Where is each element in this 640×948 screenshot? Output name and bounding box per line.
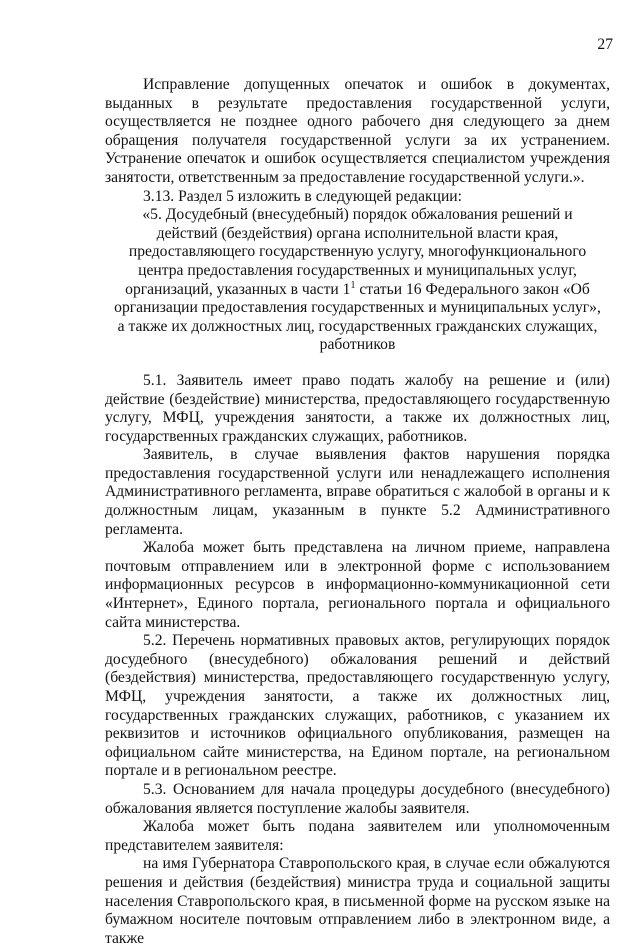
paragraph-5-2: 5.2. Перечень нормативных правовых актов, регулирующих порядок досудебного (внесудебного) обжалования решений и действий (бездействия) министерства, предоставляющего государственную услугу, МФЦ, учреждения занятости, а также их должностных лиц, государственных гражданских служащих, работников, с указанием их реквизитов и источников официального опубликования, размещен на официальном сайте министерства, на Едином портале, на региональном портале и в региональном реестре.: [105, 632, 610, 780]
paragraph-5-1: 5.1. Заявитель имеет право подать жалобу на решение и (или) действие (бездействие) министерства, предоставляющего государственную услугу, МФЦ, учреждения занятости, а также их должностных лиц, государственных гражданских служащих, работников.: [105, 371, 610, 445]
paragraph-applicant-rights: Заявитель, в случае выявления фактов нарушения порядка предоставления государственной услуги или ненадлежащего исполнения Административного регламента, вправе обратиться с жалобой в органы и к должностным лицам, указанным в пункте 5.2 Административного регламента.: [105, 446, 610, 538]
paragraph-typo-correction: Исправление допущенных опечаток и ошибок в документах, выданных в результате предоставления государственной услуги, осуществляется не позднее одного рабочего дня следующего за днем обращения получателя государственной услуги за их устранением. Устранение опечаток и ошибок осуществляется специалистом учреждения занятости, ответственным за предоставление государственной услуги.».: [105, 76, 610, 186]
paragraph-complaint-filing: Жалоба может быть подана заявителем или уполномоченным представителем заявителя:: [105, 818, 610, 854]
paragraph-complaint-forms: Жалоба может быть представлена на личном приеме, направлена почтовым отправлением или в электронной форме с использованием информационных ресурсов в информационно-коммуникационной сети «Интернет», Единого портала, регионального портала и официального сайта министерства.: [105, 539, 610, 631]
section-5-heading: [105, 206, 610, 355]
document-body: [105, 76, 610, 948]
paragraph-governor-address: на имя Губернатора Ставропольского края, в случае если обжалуются решения и действия (бездействия) министра труда и социальной защиты населения Ставропольского края, в письменной форме на русском языке на бумажном носителе почтовым отправлением либо в электронном виде, а также: [105, 855, 610, 947]
section-5-heading-part1: «5. Досудебный (внесудебный) порядок обжалования решений и действий (бездействия) органа исполнительной власти края, предоставляющего государственную услугу, многофункционального центра предоставления государственных и муниципальных услуг, организаций, указанных в части 1: [125, 206, 587, 298]
paragraph-5-3: 5.3. Основанием для начала процедуры досудебного (внесудебного) обжалования является поступление жалобы заявителя.: [105, 780, 610, 817]
section-5-heading-part2: статьи 16 Федерального закон «Об организации предоставления государственных и муниципальных услуг», а также их должностных лиц, государственных гражданских служащих, работников: [114, 280, 601, 354]
footnote-superscript: 1: [350, 279, 356, 291]
page-number: 27: [597, 36, 613, 53]
paragraph-amendment-3-13: 3.13. Раздел 5 изложить в следующей редакции:: [143, 187, 462, 205]
